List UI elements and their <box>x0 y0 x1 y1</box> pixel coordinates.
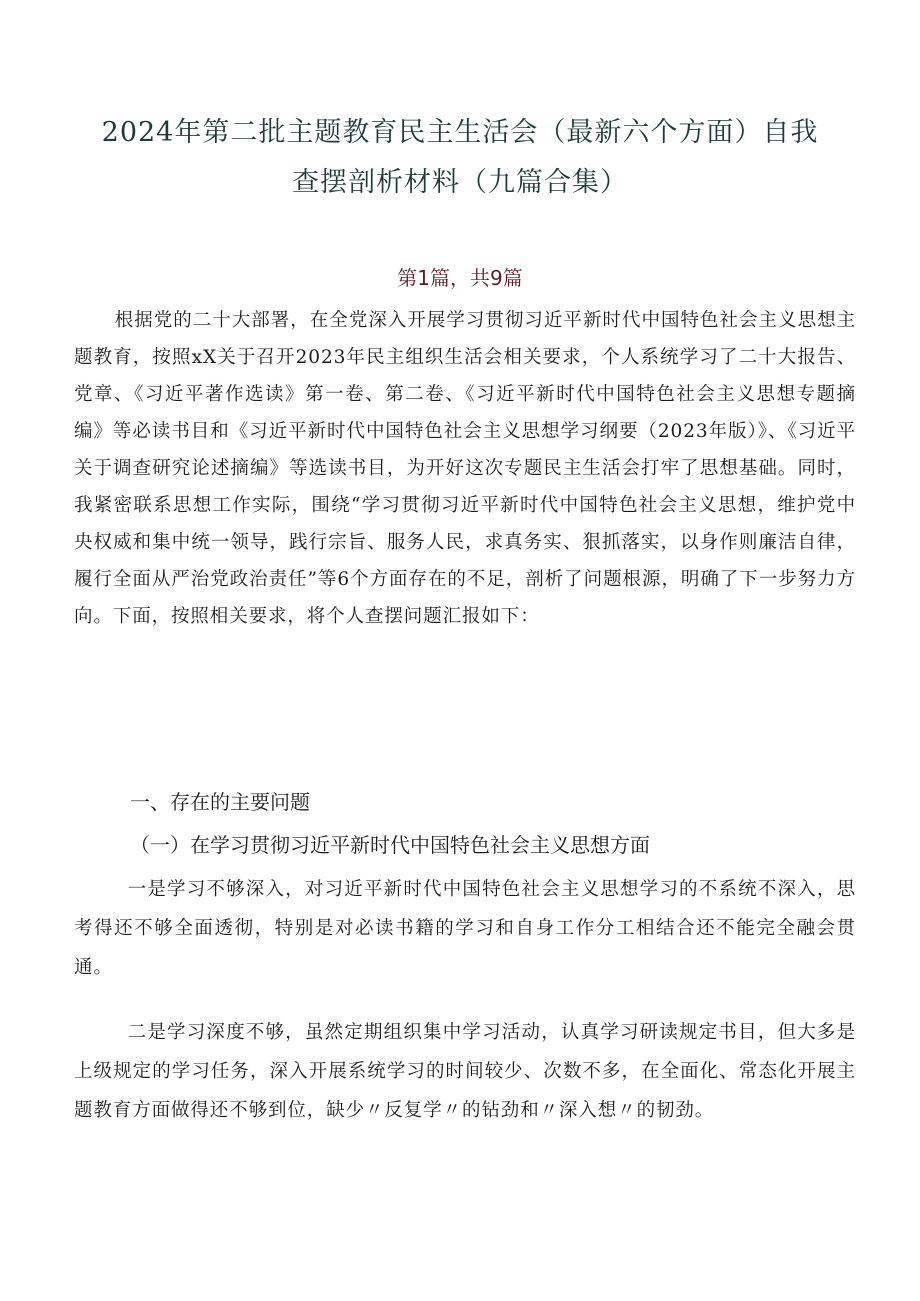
title-line-1: 2024年第二批主题教育民主生活会（最新六个方面）自我 <box>101 117 819 148</box>
subsection-heading: （一）在学习贯彻习近平新时代中国特色社会主义思想方面 <box>130 833 650 857</box>
body-paragraph-1: 一是学习不够深入，对习近平新时代中国特色社会主义思想学习的不系统不深入，思考得还不够全面透彻，特别是对必读书籍的学习和自身工作分工相结合还不能完全融会贯通。 <box>74 879 856 978</box>
intro-section <box>74 302 856 635</box>
intro-paragraph: 根据党的二十大部署，在全党深入开展学习贯彻习近平新时代中国特色社会主义思想主题教育，按照xX关于召开2023年民主组织生活会相关要求，个人系统学习了二十大报告、党章、《习近平著作选读》第一卷、第二卷、《习近平新时代中国特色社会主义思想专题摘编》等必读书目和《习近平新时代中国特色社会主义思想学习纲要（2023年版）》、《习近平关于调查研究论述摘编》等选读书目，为开好这次专题民主生活会打牢了思想基础。同时，我紧密联系思想工作实际，围绕“学习贯彻习近平新时代中国特色社会主义思想，维护党中央权威和集中统一领导，践行宗旨、服务人民，求真务实、狠抓落实，以身作则廉洁自律，履行全面从严治党政治责任”等6个方面存在的不足，剖析了问题根源，明确了下一步努力方向。下面，按照相关要求，将个人查摆问题汇报如下： <box>74 310 856 627</box>
part-indicator: 第1篇，共9篇 <box>397 266 523 290</box>
body-paragraph-2: 二是学习深度不够，虽然定期组织集中学习活动，认真学习研读规定书目，但大多是上级规定的学习任务，深入开展系统学习的时间较少、次数不多，在全面化、常态化开展主题教育方面做得还不够到位，缺少〃反复学〃的钻劲和〃深入想〃的韧劲。 <box>74 1022 856 1121</box>
document-title <box>60 108 860 208</box>
section-heading: 一、存在的主要问题 <box>130 790 310 814</box>
title-line-2: 查摆剖析材料（九篇合集） <box>292 167 628 198</box>
